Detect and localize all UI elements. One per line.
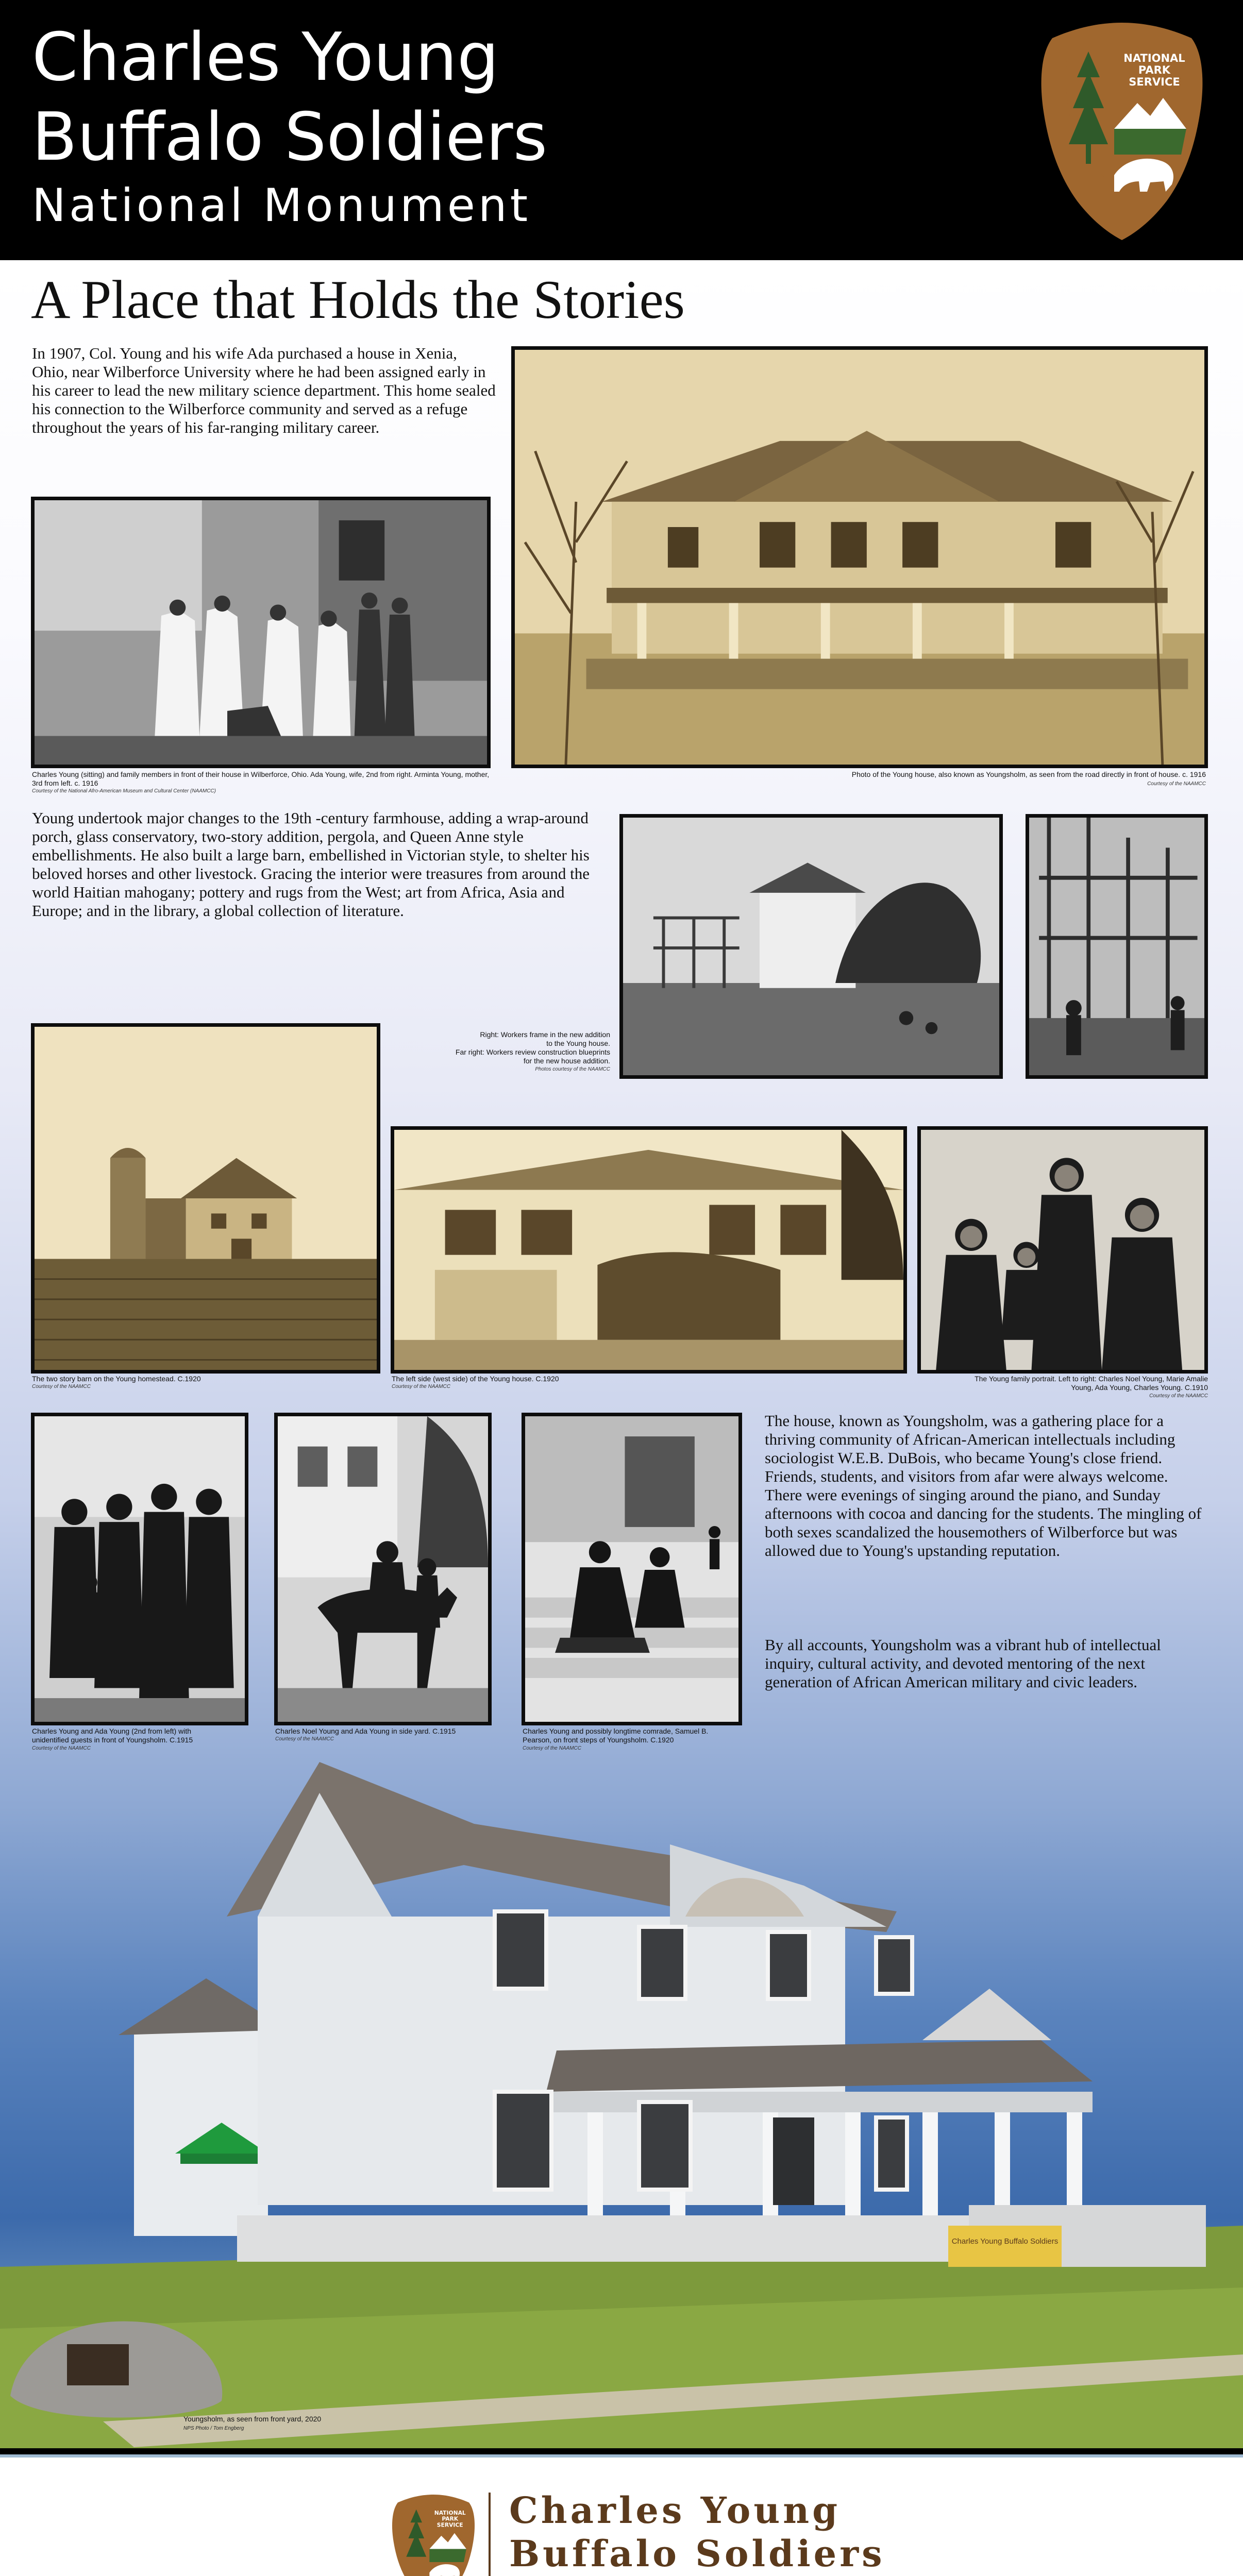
photo-house-from-road: [511, 346, 1208, 768]
footer-badge-national: NATIONAL: [434, 2509, 466, 2516]
caption-house-road: Photo of the Young house, also known as Youngsholm, as seen from the road directly in front of house. c. 1916: [851, 770, 1206, 778]
badge-text-service: SERVICE: [1129, 76, 1180, 88]
caption-steps-1: Charles Young and possibly longtime comrade, Samuel B.: [523, 1727, 709, 1735]
credit-left-side: Courtesy of the NAAMCC: [392, 1384, 450, 1389]
caption-barn: The two story barn on the Young homestead. C.1920: [32, 1375, 201, 1383]
footer-logo-divider: [489, 2493, 491, 2576]
footer-badge-service: SERVICE: [436, 2521, 463, 2529]
caption-family-front: Charles Young (sitting) and family members in front of their house in Wilberforce, Ohio. Ada Young, wife, 2nd from right. Arminta Young, mother, 3rd from left. c. 1916: [32, 770, 490, 787]
caption-workers-1: Right: Workers frame in the new addition: [480, 1030, 610, 1039]
renovations-paragraph: Young undertook major changes to the 19th -century farmhouse, adding a wrap-around porch, glass conservatory, two-story addition, pergola, and Queen Anne style embellishments. He also built a large barn, embellished in Victorian style, to shelter his beloved horses and other livestock. Gracing the interior were treasures from around the world Haitian mahogany; pottery and rugs from the West; art from Africa, Asia and Europe; and in the library, a global collection of literature.: [32, 809, 590, 920]
credit-house-road: Courtesy of the NAAMCC: [1147, 781, 1206, 787]
photo-family-front-of-house: [31, 497, 491, 768]
credit-steps: Courtesy of the NAAMCC: [523, 1745, 581, 1751]
credit-barn: Courtesy of the NAAMCC: [32, 1384, 91, 1389]
caption-modern: Youngsholm, as seen from front yard, 2020: [183, 2415, 322, 2423]
credit-modern: NPS Photo / Tom Engberg: [183, 2426, 244, 2431]
photo-guests: [31, 1413, 248, 1725]
photo-youngsholm-modern: [0, 1762, 1243, 2452]
vibrant-hub-paragraph: By all accounts, Youngsholm was a vibrant hub of intellectual inquiry, cultural activity, and devoted mentoring of the next generation of African American military and civic leaders.: [765, 1636, 1161, 1691]
photo-front-steps: [522, 1413, 742, 1725]
caption-horse: Charles Noel Young and Ada Young in side yard. C.1915: [275, 1727, 456, 1735]
photo-horse-side-yard: [274, 1413, 492, 1725]
footer-logo-line2: Buffalo Soldiers: [509, 2532, 885, 2575]
section-title: A Place that Holds the Stories: [31, 269, 685, 330]
photo-family-portrait: [917, 1126, 1208, 1374]
monument-title-line1: Charles Young: [32, 19, 499, 96]
footer-logo-line1: Charles Young: [509, 2489, 841, 2532]
photo-house-left-side: [391, 1126, 907, 1374]
nps-arrowhead-icon: [1037, 21, 1207, 242]
credit-horse: Courtesy of the NAAMCC: [275, 1736, 334, 1742]
caption-workers-4: for the new house addition.: [523, 1057, 610, 1065]
monument-title-line2: Buffalo Soldiers: [32, 99, 548, 176]
caption-guests-1: Charles Young and Ada Young (2nd from left) with: [32, 1727, 191, 1735]
footer-badge-park: PARK: [442, 2515, 459, 2522]
credit-workers: Photos courtesy of the NAAMCC: [535, 1066, 610, 1072]
caption-steps-2: Pearson, on front steps of Youngsholm. C.1920: [523, 1736, 674, 1744]
photo-workers-blueprints: [1026, 814, 1208, 1079]
caption-guests-2: unidentified guests in front of Youngsholm. C.1915: [32, 1736, 193, 1744]
caption-portrait-1: The Young family portrait. Left to right: Charles Noel Young, Marie Amalie: [975, 1375, 1208, 1383]
gathering-place-paragraph: The house, known as Youngsholm, was a gathering place for a thriving community of African-American intellectuals including sociologist W.E.B. DuBois, who became Young's close friend. Friends, students, and visitors from afar were always welcome. There were evenings of singing around the piano, and Sunday afternoons with cocoa and dancing for the students. The mingling of both sexes scandalized the housemothers of Wilberforce but was allowed due to Young's upstanding reputation.: [765, 1412, 1202, 1560]
photo-barn: [31, 1023, 380, 1374]
credit-family-front: Courtesy of the National Afro-American Museum and Cultural Center (NAAMCC): [32, 788, 216, 794]
caption-workers-3: Far right: Workers review construction blueprints: [455, 1048, 610, 1056]
badge-text-park: PARK: [1138, 64, 1171, 76]
badge-text-national: NATIONAL: [1123, 52, 1185, 64]
modern-banner-text: Charles Young Buffalo Soldiers: [951, 2237, 1059, 2246]
credit-portrait: Courtesy of the NAAMCC: [1149, 1393, 1208, 1399]
photo-workers-framing: [619, 814, 1003, 1079]
caption-workers-2: to the Young house.: [546, 1039, 610, 1047]
header-banner: [0, 0, 1243, 260]
monument-title-line3: National Monument: [32, 179, 531, 232]
credit-guests: Courtesy of the NAAMCC: [32, 1745, 91, 1751]
footer-divider: [0, 2448, 1243, 2454]
footer-nps-arrowhead-icon: [390, 2494, 477, 2576]
caption-left-side: The left side (west side) of the Young house. C.1920: [392, 1375, 559, 1383]
caption-portrait-2: Young, Ada Young, Charles Young. C.1910: [1071, 1383, 1208, 1392]
intro-paragraph: In 1907, Col. Young and his wife Ada purchased a house in Xenia, Ohio, near Wilberforce University where he had been assigned early in his career to lead the new military science department. This home sealed his connection to the Wilberforce community and served as a refuge throughout the years of his far-ranging military career.: [32, 344, 496, 436]
